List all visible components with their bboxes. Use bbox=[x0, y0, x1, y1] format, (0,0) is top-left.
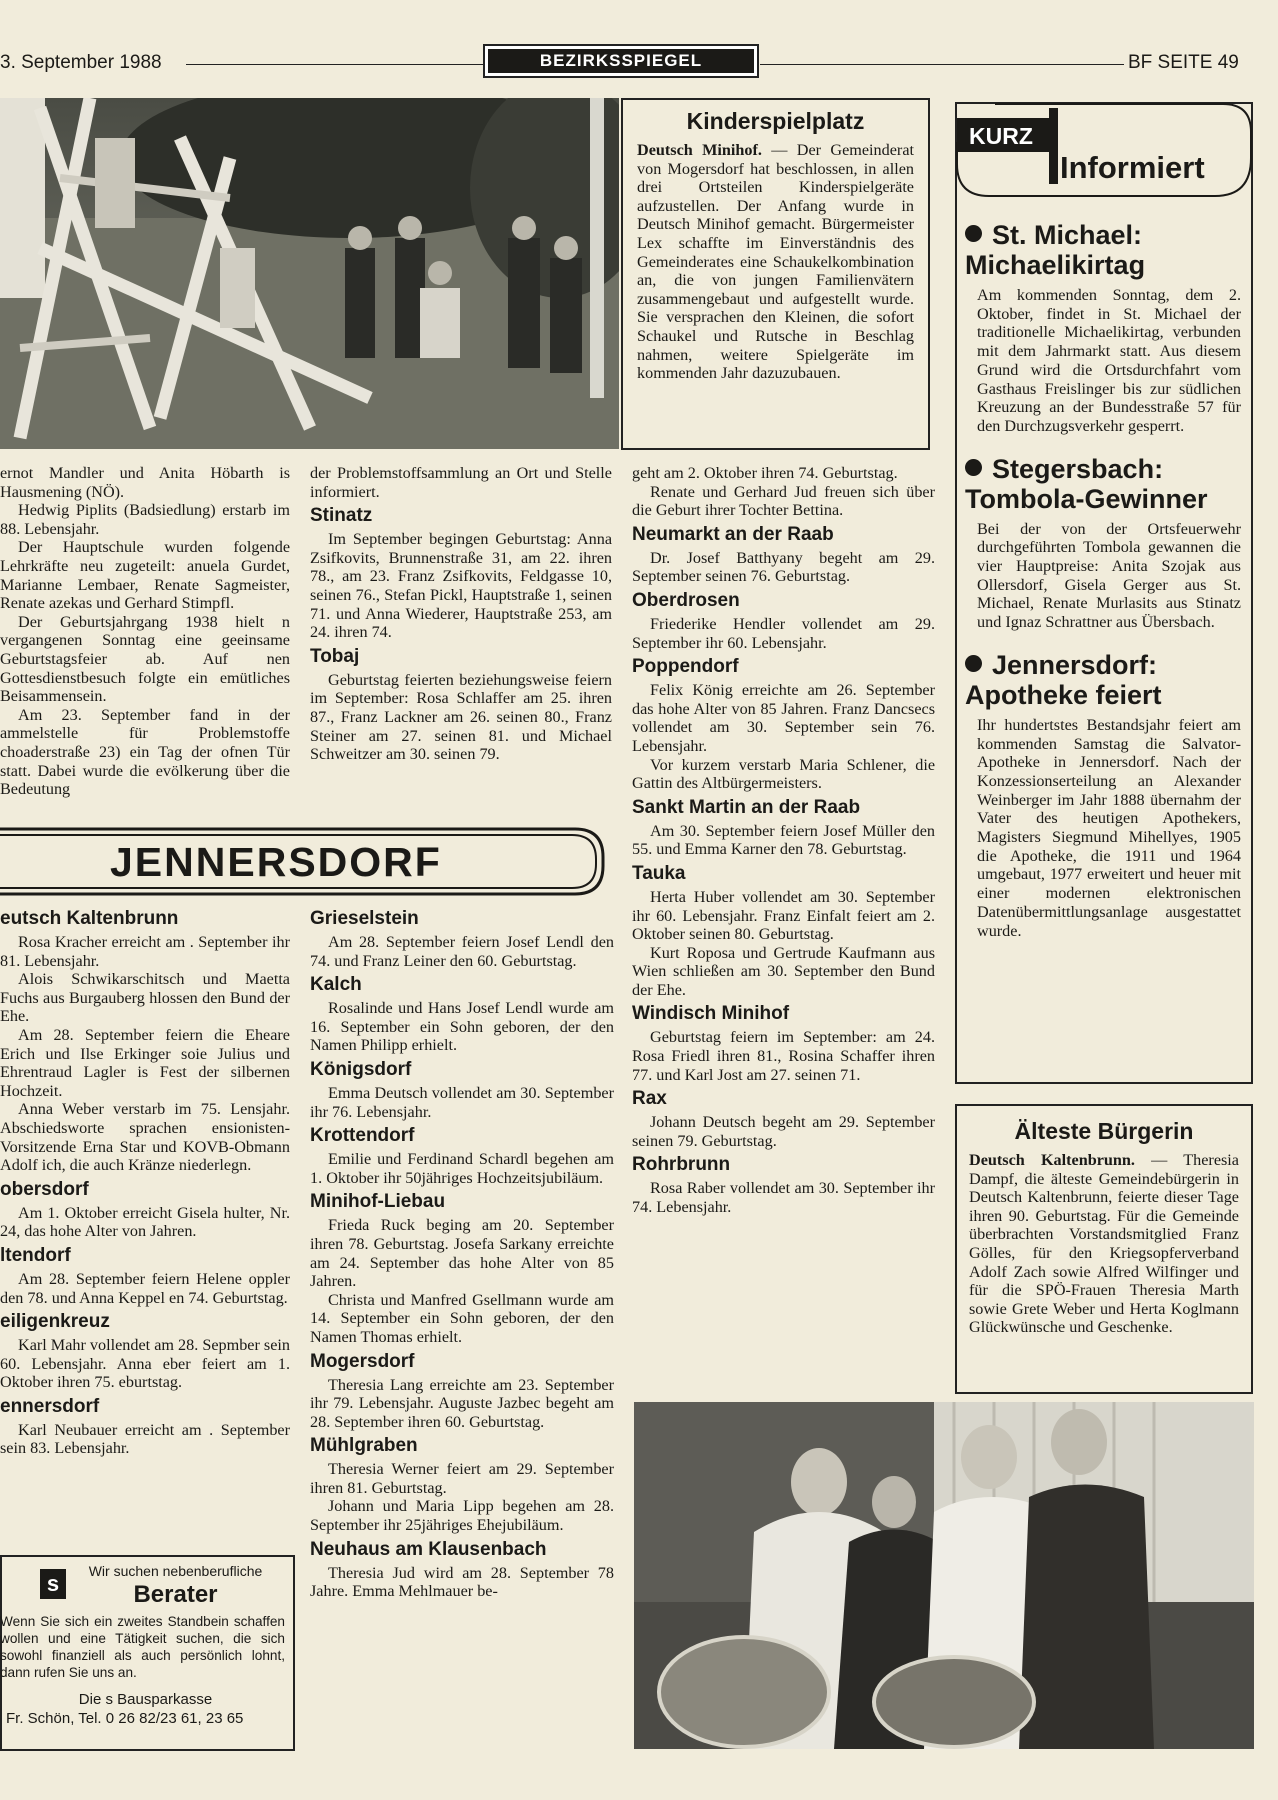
playground-body bbox=[637, 141, 914, 383]
heading-eltendorf-region: obersdorf bbox=[0, 1178, 89, 1200]
heading-stinatz: Stinatz bbox=[310, 505, 373, 527]
heading-rax: Rax bbox=[632, 1088, 667, 1110]
heading-neumarkt: Neumarkt an der Raab bbox=[632, 523, 834, 545]
col3-p10: Johann Deutsch begeht am 29. September seinen 79. Geburtstag. bbox=[632, 1113, 935, 1150]
col1-top-p5: Am 23. September fand in der ammelstelle für Problemstoffe choaderstraße 23) ein Tag der ofnen Tür statt. Dabei wurde die evölkerung über die Bedeutung bbox=[0, 705, 290, 799]
playground-title: Kinderspielplatz bbox=[686, 108, 865, 134]
s-logo-letter: s bbox=[46, 1571, 60, 1596]
ad-company: Die s Bausparkasse bbox=[78, 1691, 213, 1708]
oldest-body bbox=[969, 1151, 1239, 1337]
col3 bbox=[632, 464, 935, 1394]
bullet-icon bbox=[965, 655, 982, 672]
heading-grieselstein: Grieselstein bbox=[310, 908, 419, 929]
kurz-text-jennersdorf: Ihr hundertstes Bestandsjahr feiert am kommenden Samstag die Salvator-Apotheke in Jennersdorf. Nach der Konzessionserteilung an Alexander Weinberger im Jahr 1888 übernahm der Vater des heutigen Apothekers, Magisters Siegmund Mihellyes, 1905 die Apotheke, die 1911 und 1964 umgebaut, 1977 erweitert und heuer mit einer modernen elektronischen Datenübermittlungsanlage ausgestattet wurde. bbox=[977, 715, 1241, 940]
oldest-title: Älteste Bürgerin bbox=[1014, 1118, 1194, 1144]
kurz-badge: KURZ bbox=[969, 123, 1033, 149]
playground-photo-image bbox=[0, 98, 619, 449]
heading-deutsch-kaltenbrunn: eutsch Kaltenbrunn bbox=[0, 908, 179, 929]
birthday-photo bbox=[634, 1402, 1254, 1749]
col3-p5: Vor kurzem verstarb Maria Schlener, die Gattin des Altbürgermeisters. bbox=[632, 755, 935, 793]
header-rule-right bbox=[760, 64, 1124, 65]
playground-text: — Der Gemeinderat von Mogersdorf hat beschlossen, in allen drei Ortsteilen Kinderspielgeräte aufzustellen. Der Anfang wurde in Deutsch Minihof gemacht. Bürgermeister Lex schaffte im Einverständnis des Gemeinderates eine Schaukelkombination an, die von jungen Familienvätern zusammengebaut und aufgestellt wurde. Sie versprachen den Kleinen, die sofort Schaukel und Rutsche in Beschlag nahmen, weitere Spielgeräte im kommenden Jahr dazuzubauen. bbox=[637, 141, 914, 383]
heading-muehlgraben: Mühlgraben bbox=[310, 1435, 418, 1457]
col2-bottom-p2: Rosalinde und Hans Josef Lendl wurde am 16. September ein Sohn geboren, der den Namen Philipp erhielt. bbox=[310, 999, 614, 1055]
ad-title: Berater bbox=[133, 1581, 218, 1608]
col2-bottom-p9: Johann und Maria Lipp begehen am 28. September ihr 25jähriges Ehejubiläum. bbox=[310, 1497, 614, 1535]
playground-photo bbox=[0, 98, 619, 449]
heading-eltendorf: ltendorf bbox=[0, 1244, 71, 1266]
col2-bottom-p6: Christa und Manfred Gsellmann wurde am 14. September ein Sohn geboren, der den Namen Thomas erhielt. bbox=[310, 1290, 614, 1346]
col1-top bbox=[0, 464, 290, 816]
header-rule-left bbox=[186, 64, 483, 65]
kurz-heading-stegersbach: Stegersbach: Tombola-Gewinner bbox=[965, 453, 1208, 514]
oldest-text: — Theresia Dampf, die älteste Gemeindebürgerin in Deutsch Kaltenbrunn, feierte dieser Tage ihren 90. Geburtstag. Für die Gemeinde überbrachten Vorstandsmitglied Franz Gölles, für den Kriegsopferverband Adolf Zach sowie Alfred Wilfinger und für die SPÖ-Frauen Theresia Marth sowie Grete Weber und Herta Koglmann Glückwünsche und Geschenke. bbox=[969, 1151, 1239, 1337]
playground-article bbox=[621, 98, 930, 450]
heading-krottendorf: Krottendorf bbox=[310, 1125, 415, 1147]
col2-bottom-p4: Emilie und Ferdinand Schardl begehen am 1. Oktober ihr 50jähriges Hochzeitsjubiläum. bbox=[310, 1150, 614, 1187]
col1-bottom-p8: Karl Neubauer erreicht am . September sein 83. Lebensjahr. bbox=[0, 1420, 290, 1458]
heading-mogersdorf: Mogersdorf bbox=[310, 1350, 415, 1372]
col3-p6: Am 30. September feiern Josef Müller den 55. und Emma Karner den 78. Geburtstag. bbox=[632, 821, 935, 859]
col2-bottom bbox=[310, 904, 614, 1754]
col2-bottom-p1: Am 28. September feiern Josef Lendl den 74. und Franz Leiner den 60. Geburtstag. bbox=[310, 933, 614, 970]
col1-top-p1: ernot Mandler und Anita Höbarth is Hausmening (NÖ). bbox=[0, 464, 290, 501]
heading-minihof-liebau: Minihof-Liebau bbox=[310, 1191, 446, 1213]
kurz-text-st-michael: Am kommenden Sonntag, dem 2. Oktober, findet in St. Michael der traditionelle Michaelikirtag, verbunden mit dem Jahrmarkt statt. Aus diesem Grund wird die Ortsdurchfahrt vom Gasthaus Freislinger bis zur südlichen Kreuzung an der Bundesstraße 57 für den Durchzugsverkehr gesperrt. bbox=[977, 286, 1241, 435]
issue-date: 3. September 1988 bbox=[0, 52, 162, 73]
heading-neuhaus: Neuhaus am Klausenbach bbox=[310, 1538, 547, 1560]
kurz-text-stegersbach: Bei der von der Ortsfeuerwehr durchgeführten Tombola gewannen die vier Hauptpreise: Anita Szojak aus Ollersdorf, Gisela Gerger aus St. Michael, Renate Murlasits aus Stinatz und Ignaz Schrattner aus Übersbach. bbox=[977, 519, 1241, 632]
col1-top-p4: Der Geburtsjahrgang 1938 hielt n vergangenen Sonntag eine geeinsame Geburtstagsfeier ab. Auf nen Gottesdienstbesuch folgte ein emütliches Beisammensein. bbox=[0, 612, 290, 706]
kurz-informiert-box bbox=[955, 102, 1253, 1084]
col2-bottom-p3: Emma Deutsch vollendet am 30. September ihr 76. Lebensjahr. bbox=[310, 1083, 614, 1121]
kurz-item-heading bbox=[965, 454, 1241, 514]
col1-bottom-p6: Am 28. September feiern Helene oppler den 78. und Anna Keppel en 74. Geburtstag. bbox=[0, 1269, 290, 1307]
col2-bottom-p5: Frieda Ruck beging am 20. September ihren 78. Geburtstag. Josefa Sarkany erreichte am 24. September das hohe Alter von 85 Jahren. bbox=[310, 1216, 614, 1291]
section-badge bbox=[483, 44, 759, 78]
kurz-heading-st-michael: St. Michael: Michaelikirtag bbox=[965, 220, 1146, 280]
kurz-item-heading bbox=[965, 220, 1241, 280]
col1-bottom bbox=[0, 904, 290, 1549]
heading-kalch: Kalch bbox=[310, 974, 362, 996]
col1-bottom-p7: Karl Mahr vollendet am 28. Sepmber sein 60. Lebensjahr. Anna eber feiert am 1. Oktober ihren 75. eburtstag. bbox=[0, 1336, 290, 1392]
kurz-items bbox=[965, 208, 1241, 940]
col2-top-stinatz: Im September begingen Geburtstag: Anna Zsifkovits, Brunnenstraße 31, am 22. ihren 78., am 23. Franz Zsifkovits, Feldgasse 10, seinen 76., Stefan Pickl, Hauptstraße 1, seinen 71. und Anna Wiederer, Hauptstraße 253, am 24. ihren 74. bbox=[310, 530, 612, 642]
col3-p11: Rosa Raber vollendet am 30. September ihr 74. Lebensjahr. bbox=[632, 1179, 935, 1217]
col3-p1: Renate und Gerhard Jud freuen sich über die Geburt ihrer Tochter Bettina. bbox=[632, 482, 935, 520]
col2-bottom-p10: Theresia Jud wird am 28. September 78 Jahre. Emma Mehlmauer be- bbox=[310, 1563, 614, 1601]
jennersdorf-banner bbox=[0, 827, 608, 896]
kurz-title: Informiert bbox=[1060, 150, 1205, 185]
oldest-citizen-article bbox=[955, 1104, 1253, 1394]
bausparkasse-ad bbox=[0, 1555, 295, 1751]
bullet-icon bbox=[965, 225, 982, 242]
heading-windisch-minihof: Windisch Minihof bbox=[632, 1003, 790, 1025]
col1-bottom-p5: Am 1. Oktober erreicht Gisela hulter, Nr. 24, das hohe Alter von Jahren. bbox=[0, 1203, 290, 1241]
col1-bottom-p1: Rosa Kracher erreicht am . September ihr 81. Lebensjahr. bbox=[0, 933, 290, 970]
oldest-lead: Deutsch Kaltenbrunn. bbox=[969, 1151, 1135, 1169]
heading-koenigsdorf: Königsdorf bbox=[310, 1058, 412, 1080]
col2-top-tobaj: Geburtstag feierten beziehungsweise feiern im September: Rosa Schlaffer am 25. ihren 87., Franz Lackner am 26. seinen 80., Franz Steiner am 27. seinen 81. und Michael Schweitzer am 30. seinen 79. bbox=[310, 670, 612, 764]
col2-top bbox=[310, 464, 612, 816]
heading-sankt-martin: Sankt Martin an der Raab bbox=[632, 796, 861, 818]
col3-p8: Kurt Roposa und Gertrude Kaufmann aus Wien schließen am 30. September den Bund der Ehe. bbox=[632, 943, 935, 999]
heading-heiligenkreuz: eiligenkreuz bbox=[0, 1311, 110, 1333]
kurz-item-heading bbox=[965, 650, 1241, 710]
col1-top-p2: Hedwig Piplits (Badsiedlung) erstarb im 88. Lebensjahr. bbox=[0, 501, 290, 538]
col3-p3: Friederike Hendler vollendet am 29. September ihr 60. Lebensjahr. bbox=[632, 614, 935, 652]
section-name: BEZIRKSSPIEGEL bbox=[488, 49, 754, 73]
heading-poppendorf: Poppendorf bbox=[632, 656, 739, 678]
heading-jennersdorf: ennersdorf bbox=[0, 1395, 100, 1417]
heading-oberdrosen: Oberdrosen bbox=[632, 589, 740, 611]
col3-p0: geht am 2. Oktober ihren 74. Geburtstag. bbox=[632, 464, 898, 482]
s-logo bbox=[40, 1569, 66, 1599]
col2-bottom-p7: Theresia Lang erreichte am 23. September ihr 79. Lebensjahr. Auguste Jazbec begeht am 28. September ihren 60. Geburtstag. bbox=[310, 1375, 614, 1431]
col3-p4: Felix König erreichte am 26. September das hohe Alter von 85 Jahren. Franz Dancsecs vollendet am 30. September sein 76. Lebensjahr. bbox=[632, 681, 935, 755]
heading-tauka: Tauka bbox=[632, 862, 686, 884]
col3-p9: Geburtstag feiern im September: am 24. Rosa Friedl ihren 81., Rosina Schaffer ihren 77. und Karl Jost am 27. seinen 71. bbox=[632, 1028, 935, 1084]
banner-title: JENNERSDORF bbox=[110, 839, 442, 885]
col1-bottom-p3: Am 28. September feiern die Eheare Erich und Ilse Erkinger soie Julius und Ehrentraud Lagler is Fest der silbernen Hochzeit. bbox=[0, 1025, 290, 1100]
col3-p7: Herta Huber vollendet am 30. September ihr 60. Lebensjahr. Franz Einfalt feiert am 2. Oktober seinen 80. Geburtstag. bbox=[632, 887, 935, 944]
col2-bottom-p8: Theresia Werner feiert am 29. September ihren 81. Geburtstag. bbox=[310, 1460, 614, 1497]
kurz-heading-jennersdorf: Jennersdorf: Apotheke feiert bbox=[965, 649, 1162, 710]
col2-top-cont: der Problemstoffsammlung an Ort und Stelle informiert. bbox=[310, 464, 612, 501]
col1-top-p3: Der Hauptschule wurden folgende Lehrkräfte neu zugeteilt: anuela Gurdet, Marianne Lembaer, Renate Sagmeister, Renate azekas und Gerhard Stimpfl. bbox=[0, 538, 290, 613]
col3-p2: Dr. Josef Batthyany begeht am 29. September seinen 76. Geburtstag. bbox=[632, 548, 935, 586]
heading-rohrbrunn: Rohrbrunn bbox=[632, 1154, 731, 1176]
page-number: BF SEITE 49 bbox=[1128, 52, 1239, 73]
col1-bottom-p4: Anna Weber verstarb im 75. Lensjahr. Abschiedsworte sprachen ensionisten-Vorsitzende Erna Star und KOVB-Obmann Adolf ich, die auch Kränze niederlegn. bbox=[0, 1100, 290, 1175]
ad-line1: Wir suchen nebenberufliche bbox=[88, 1563, 263, 1579]
bullet-icon bbox=[965, 459, 982, 476]
birthday-photo-image bbox=[634, 1402, 1254, 1749]
ad-text: Wenn Sie sich ein zweites Standbein schaffen wollen und eine Tätigkeit suchen, die sich sowohl finanziell als auch persönlich lohnt, dann rufen Sie uns an. bbox=[0, 1614, 285, 1680]
heading-tobaj: Tobaj bbox=[310, 645, 360, 667]
playground-lead: Deutsch Minihof. bbox=[637, 141, 762, 159]
col1-bottom-p2: Alois Schwikarschitsch und Maetta Fuchs aus Burgauberg hlossen den Bund der Ehe. bbox=[0, 970, 290, 1026]
ad-contact: Fr. Schön, Tel. 0 26 82/23 61, 23 65 bbox=[6, 1710, 244, 1727]
